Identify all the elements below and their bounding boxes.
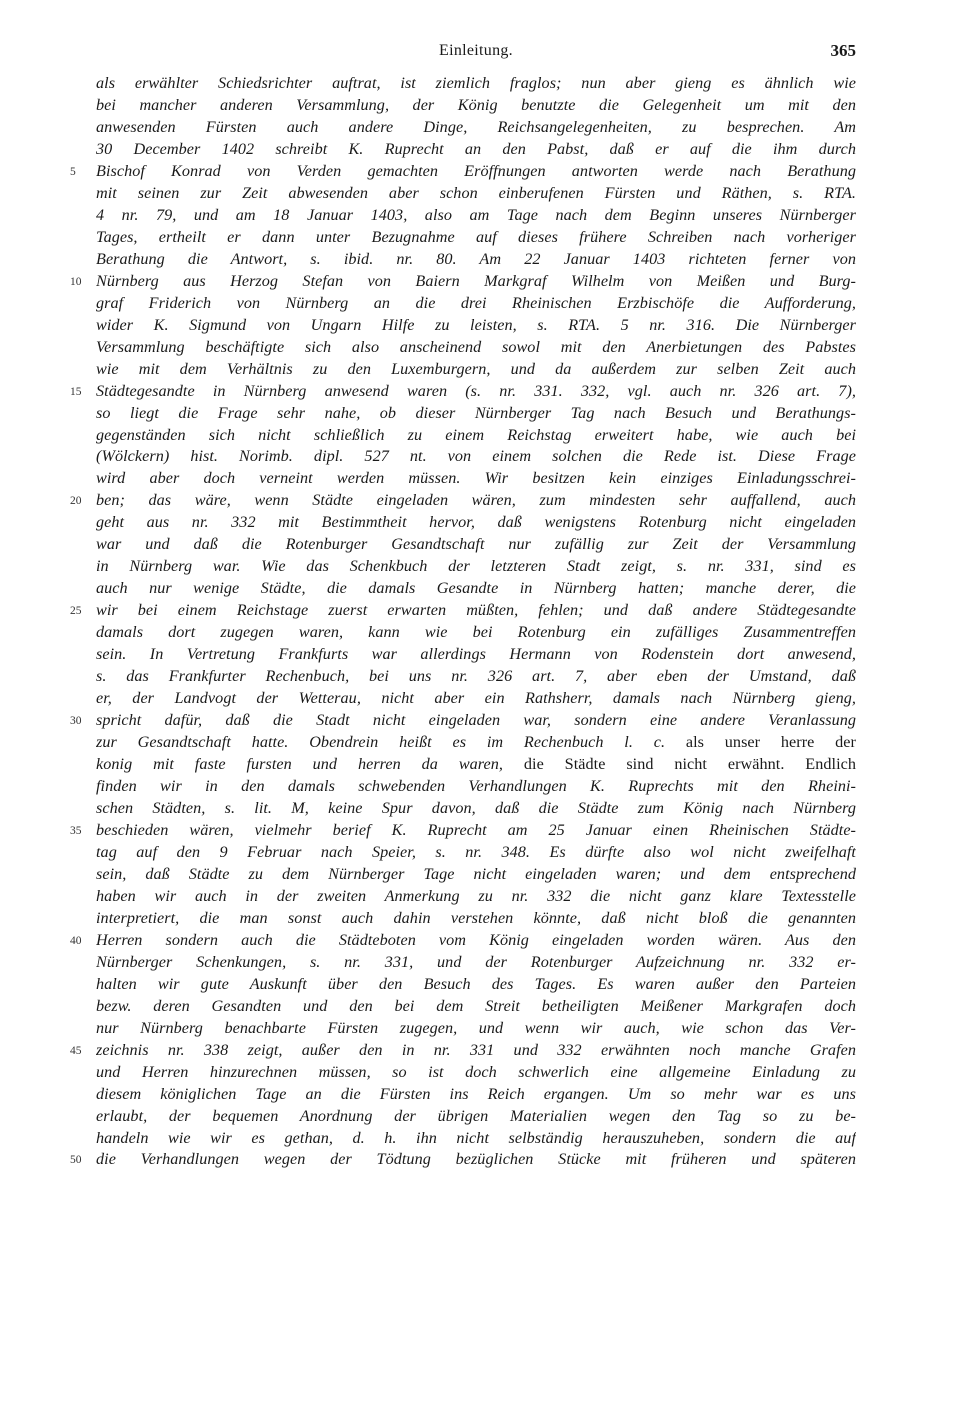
line-text: gegenständen sich nicht schließlich zu einem Reichstag erweitert habe, wie auch bei <box>96 425 856 444</box>
line-text: so liegt die Frage sehr nahe, ob dieser Nürnberger Tag nach Besuch und Berathungs- <box>96 403 856 422</box>
line-text: ben; das wäre, wenn Städte eingeladen wären, zum mindesten sehr auffallend, auch <box>96 491 856 510</box>
line-number: 20 <box>70 495 82 508</box>
text-line <box>96 95 856 117</box>
line-text: (Wölckern) hist. Norimb. dipl. 527 nt. von einem solchen die Rede ist. Diese Frage <box>96 447 856 466</box>
quoted-source-text: die Städte sind nicht erwähnt. Endlich <box>503 755 856 774</box>
line-text: halten wir gute Auskunft über den Besuch des Tages. Es waren außer den Parteien <box>96 974 856 993</box>
line-text: graf Friderich von Nürnberg an die drei Rheinischen Erzbischöfe die Aufforderung, <box>96 293 856 312</box>
text-line <box>70 710 856 732</box>
line-text: zeichnis nr. 338 zeigt, außer den in nr. 331 und 332 erwähnten noch manche Grafen <box>96 1040 856 1059</box>
text-line <box>70 1040 856 1062</box>
page-number: 365 <box>830 41 856 60</box>
line-text: diesem königlichen Tage an die Fürsten ins Reich ergangen. Um so mehr war es uns <box>96 1084 856 1103</box>
text-line <box>96 864 856 886</box>
text-line <box>96 776 856 798</box>
text-line <box>96 468 856 490</box>
line-text: damals dort zugegen waren, kann wie bei Rotenburg ein zufälliges Zusammentreffen <box>96 623 856 642</box>
text-line <box>96 403 856 425</box>
line-text: Bischof Konrad von Verden gemachten Eröffnungen antworten werde nach Berathung <box>96 161 856 180</box>
line-text: interpretiert, die man sonst auch dahin verstehen könnte, daß nicht bloß die genannten <box>96 908 856 927</box>
text-line <box>96 754 856 776</box>
text-line <box>96 886 856 908</box>
line-text: auch nur wenige Städte, die damals Gesandte in Nürnberg hatten; manche derer, die <box>96 579 856 598</box>
line-text: geht aus nr. 332 mit Bestimmtheit hervor, daß wenigstens Rotenburg nicht eingeladen <box>96 513 856 532</box>
text-line <box>96 337 856 359</box>
line-text: nur Nürnberg benachbarte Fürsten zugegen, und wenn wir auch, wie schon das Ver- <box>96 1018 856 1037</box>
text-line <box>96 974 856 996</box>
line-number: 5 <box>70 165 76 178</box>
line-text: 4 nr. 79, und am 18 Januar 1403, also am Tage nach dem Beginn unseres Nürnberger <box>96 205 856 224</box>
line-text: er, der Landvogt der Wetterau, nicht aber ein Rathsherr, damals nach Nürnberg gieng, <box>96 689 856 708</box>
quoted-source-text: als unser herre der <box>685 733 856 752</box>
line-text: war und daß die Rotenburger Gesandtschaft nur zufällig zur Zeit der Versammlung <box>96 535 856 554</box>
text-line <box>96 556 856 578</box>
text-line <box>70 600 856 622</box>
line-number: 50 <box>70 1154 82 1167</box>
text-line <box>96 842 856 864</box>
line-text: als erwählter Schiedsrichter auftrat, ist ziemlich fraglos; nun aber gieng es ähnlich wie <box>96 74 856 92</box>
text-line <box>96 996 856 1018</box>
line-text: finden wir in den damals schwebenden Verhandlungen K. Ruprechts mit den Rheini- <box>96 777 856 795</box>
line-text: handeln wie wir es gethan, d. h. ihn nicht selbständig herauszuheben, sondern die auf <box>96 1128 856 1147</box>
line-text: beschieden wären, vielmehr berief K. Ruprecht am 25 Januar einen Rheinischen Städte- <box>96 820 856 839</box>
line-text: Städtegesandte in Nürnberg anwesend waren (s. nr. 331. 332, vgl. auch nr. 326 art. 7), <box>96 381 856 400</box>
text-line <box>70 1149 856 1171</box>
text-line <box>96 249 856 271</box>
line-text: schen Städten, s. lit. M, keine Spur davon, daß die Städte zum König nach Nürnberg <box>96 798 856 817</box>
text-line <box>96 117 856 139</box>
body-text <box>70 73 856 1171</box>
line-text: wird aber doch verneint werden müssen. Wir besitzen kein einziges Einladungsschrei- <box>96 469 856 488</box>
line-text: wir bei einem Reichstage zuerst erwarten müßten, fehlen; und daß andere Städtegesandte <box>96 601 856 620</box>
line-text: wider K. Sigmund von Ungarn Hilfe zu leisten, s. RTA. 5 nr. 316. Die Nürnberger <box>96 315 856 334</box>
text-line <box>96 644 856 666</box>
line-text: bezw. deren Gesandten und den bei dem Streit betheiligten Meißener Markgrafen doch <box>96 996 856 1015</box>
text-line <box>70 930 856 952</box>
line-text: Herren sondern auch die Städteboten vom König eingeladen worden wären. Aus den <box>96 930 856 949</box>
line-text: sein. In Vertretung Frankfurts war allerdings Hermann von Rodenstein dort anwesend, <box>96 645 856 664</box>
text-line <box>96 578 856 600</box>
line-text: 30 December 1402 schreibt K. Ruprecht an den Pabst, daß er auf die ihm durch <box>96 139 856 158</box>
text-line <box>96 1128 856 1150</box>
text-line <box>96 73 856 95</box>
line-text: konig mit faste fursten und herren da waren, die Städte sind nicht erwähnt. Endlich <box>96 755 856 774</box>
text-line <box>96 688 856 710</box>
line-text: zur Gesandtschaft hatte. Obendrein heißt es im Rechenbuch l. c. als unser herre der <box>96 733 856 752</box>
line-number: 25 <box>70 605 82 618</box>
text-line <box>96 512 856 534</box>
text-line <box>96 908 856 930</box>
text-line <box>96 1084 856 1106</box>
text-line <box>96 205 856 227</box>
line-text: s. das Frankfurter Rechenbuch, bei uns nr. 326 art. 7, aber eben der Umstand, daß <box>96 667 856 686</box>
line-text: tag auf den 9 Februar nach Speier, s. nr. 348. Es dürfte also wol nicht zweifelhaft <box>96 842 856 861</box>
line-text: wie mit dem Verhältnis zu den Luxemburgern, und da außerdem zur selben Zeit auch <box>96 359 856 378</box>
text-line <box>96 293 856 315</box>
line-text: bei mancher anderen Versammlung, der König benutzte die Gelegenheit um mit den <box>96 95 856 114</box>
text-line <box>96 139 856 161</box>
line-number: 10 <box>70 275 82 288</box>
text-line <box>96 732 856 754</box>
line-text: Nürnberg aus Herzog Stefan von Baiern Markgraf Wilhelm von Meißen und Burg- <box>96 271 856 290</box>
line-text: spricht dafür, daß die Stadt nicht eingeladen war, sondern eine andere Veranlassung <box>96 711 856 730</box>
text-line <box>70 381 856 403</box>
text-line <box>96 183 856 205</box>
line-text: haben wir auch in der zweiten Anmerkung zu nr. 332 die nicht ganz klare Textesstelle <box>96 886 856 905</box>
text-line <box>96 446 856 468</box>
text-line <box>96 1106 856 1128</box>
text-line <box>96 666 856 688</box>
line-text: erlaubt, der bequemen Anordnung der übrigen Materialien wegen den Tag so zu be- <box>96 1106 856 1125</box>
text-line <box>70 820 856 842</box>
line-text: Berathung die Antwort, s. ibid. nr. 80. Am 22 Januar 1403 richteten ferner von <box>96 249 856 268</box>
line-text: die Verhandlungen wegen der Tödtung bezüglichen Stücke mit früheren und späteren <box>96 1150 856 1169</box>
text-line <box>96 798 856 820</box>
line-text: sein, daß Städte zu dem Nürnberger Tage nicht eingeladen waren; und dem entsprechend <box>96 864 856 883</box>
running-head <box>96 42 856 64</box>
text-line <box>96 534 856 556</box>
text-line <box>96 952 856 974</box>
line-number: 30 <box>70 715 82 728</box>
line-text: in Nürnberg war. Wie das Schenkbuch der letzteren Stadt zeigt, s. nr. 331, sind es <box>96 557 856 576</box>
text-line <box>70 490 856 512</box>
line-text: mit seinen zur Zeit abwesenden aber schon einberufenen Fürsten und Räthen, s. RTA. <box>96 183 856 202</box>
header-title: Einleitung. <box>439 42 513 59</box>
text-line <box>96 1018 856 1040</box>
text-line <box>96 315 856 337</box>
text-line <box>96 227 856 249</box>
text-line <box>96 359 856 381</box>
text-line <box>70 161 856 183</box>
line-text: Versammlung beschäftigte sich also anscheinend sowol mit den Anerbietungen des Pabstes <box>96 337 856 356</box>
text-line <box>96 622 856 644</box>
line-number: 15 <box>70 385 82 398</box>
line-text: Nürnberger Schenkungen, s. nr. 331, und der Rotenburger Aufzeichnung nr. 332 er- <box>96 952 856 971</box>
line-number: 40 <box>70 934 82 947</box>
text-line <box>70 271 856 293</box>
text-line <box>96 425 856 447</box>
line-number: 35 <box>70 824 82 837</box>
line-text: Tages, ertheilt er dann unter Bezugnahme auf dieses frühere Schreiben nach vorheriger <box>96 227 856 246</box>
text-line <box>96 1062 856 1084</box>
line-text: anwesenden Fürsten auch andere Dinge, Reichsangelegenheiten, zu besprechen. Am <box>96 117 856 136</box>
line-text: und Herren hinzurechnen müssen, so ist doch schwerlich eine allgemeine Einladung zu <box>96 1062 856 1081</box>
line-number: 45 <box>70 1044 82 1057</box>
